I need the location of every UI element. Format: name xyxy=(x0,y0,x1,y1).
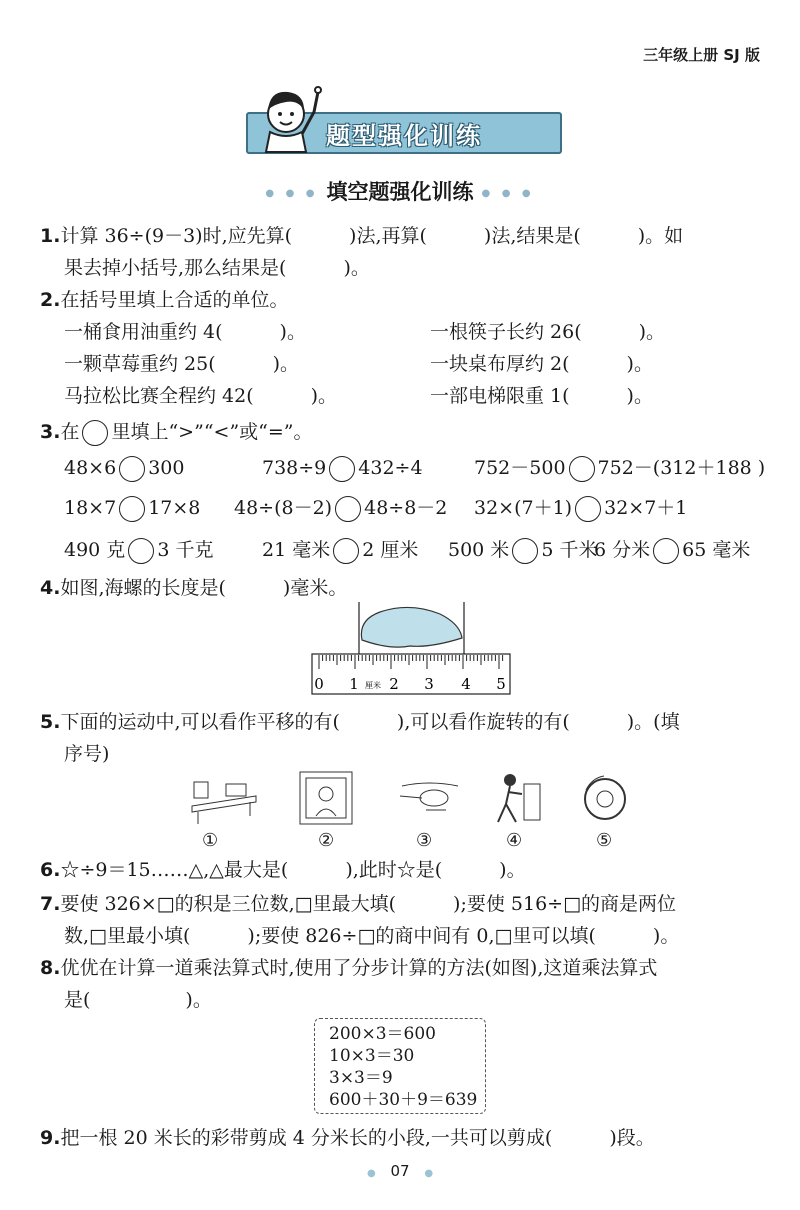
ruler-body xyxy=(312,654,510,694)
q3-row1-b: 738÷9 432÷4 xyxy=(262,454,423,482)
steering-wheel-icon xyxy=(578,772,632,826)
conch-shell-icon xyxy=(361,607,462,647)
q2-item-d: 一块桌布厚约 2( )。 xyxy=(430,353,653,375)
dot-decoration: ● xyxy=(366,1168,376,1179)
q3-title: 3.在 里填上“>”“<”或“=”。 xyxy=(40,418,313,446)
q3-row2-c: 32×(7＋1) 32×7＋1 xyxy=(474,494,687,522)
tick-label: 0 xyxy=(314,675,324,693)
q9-text: 9.把一根 20 米长的彩带剪成 4 分米长的小段,一共可以剪成( )段。 xyxy=(40,1127,655,1149)
section-subtitle xyxy=(0,176,800,206)
q3-row3-d: 6 分米 65 毫米 xyxy=(594,536,750,564)
ruler-figure xyxy=(310,600,514,696)
compare-circle xyxy=(82,420,108,446)
q3-row2-b: 48÷(8－2) 48÷8－2 xyxy=(234,494,447,522)
compare-circle[interactable] xyxy=(119,456,145,482)
helicopter-icon xyxy=(396,778,462,818)
conveyor-belt-icon xyxy=(186,770,262,826)
compare-circle[interactable] xyxy=(329,456,355,482)
q4-text: 4.如图,海螺的长度是( )毫米。 xyxy=(40,577,348,599)
page-number: ● 07 ● xyxy=(366,1162,434,1180)
option-label: ④ xyxy=(506,830,523,851)
q2-item-e: 马拉松比赛全程约 42( )。 xyxy=(64,385,338,407)
tick-label: 1 xyxy=(349,675,359,693)
door-push-icon xyxy=(488,770,546,828)
tick-label: 4 xyxy=(461,675,471,693)
q8-line1: 8.优优在计算一道乘法算式时,使用了分步计算的方法(如图),这道乘法算式 xyxy=(40,957,658,979)
compare-circle[interactable] xyxy=(569,456,595,482)
q3-row1-c: 752－500 752－(312＋188 ) xyxy=(474,454,765,482)
q6-text: 6.☆÷9＝15……△,△最大是( ),此时☆是( )。 xyxy=(40,859,526,881)
q5-line2: 序号) xyxy=(64,743,110,765)
boy-mascot-icon xyxy=(258,82,330,162)
q2-title: 2.在括号里填上合适的单位。 xyxy=(40,289,289,311)
calc-step: 10×3＝30 xyxy=(329,1046,415,1066)
subtitle-text: 填空题强化训练 xyxy=(326,180,474,204)
tick-label: 5 xyxy=(496,675,506,693)
banner-title: 题型强化训练 xyxy=(326,121,482,150)
compare-circle[interactable] xyxy=(512,538,538,564)
window-girl-icon xyxy=(296,768,356,828)
calc-step: 3×3＝9 xyxy=(329,1068,393,1088)
option-label: ① xyxy=(202,830,219,851)
option-label: ② xyxy=(318,830,335,851)
compare-circle[interactable] xyxy=(119,496,145,522)
q2-item-f: 一部电梯限重 1( )。 xyxy=(430,385,653,407)
calc-box xyxy=(314,1018,486,1114)
q1-line1: 1.计算 36÷(9－3)时,应先算( )法,再算( )法,结果是( )。如 xyxy=(40,225,684,247)
compare-circle[interactable] xyxy=(333,538,359,564)
q1-line2: 果去掉小括号,那么结果是( )。 xyxy=(64,257,370,279)
compare-circle[interactable] xyxy=(335,496,361,522)
compare-circle[interactable] xyxy=(575,496,601,522)
compare-circle[interactable] xyxy=(653,538,679,564)
q7-line1: 7.要使 326×□的积是三位数,□里最大填( );要使 516÷□的商是两位 xyxy=(40,893,677,915)
q2-item-a: 一桶食用油重约 4( )。 xyxy=(64,321,306,343)
q8-line2: 是( )。 xyxy=(64,989,212,1011)
q2-item-c: 一颗草莓重约 25( )。 xyxy=(64,353,300,375)
dots-decoration: ● ● ● xyxy=(481,187,535,199)
q3-row3-c: 500 米 5 千米 xyxy=(448,536,597,564)
q5-line1: 5.下面的运动中,可以看作平移的有( ),可以看作旋转的有( )。(填 xyxy=(40,711,680,733)
q3-row1-a: 48×6 300 xyxy=(64,454,184,482)
q7-line2: 数,□里最小填( );要使 826÷□的商中间有 0,□里可以填( )。 xyxy=(64,925,680,947)
ruler-unit: 厘米 xyxy=(365,681,381,690)
q2-item-b: 一根筷子长约 26( )。 xyxy=(430,321,666,343)
tick-label: 2 xyxy=(389,675,399,693)
calc-step: 200×3＝600 xyxy=(329,1024,436,1044)
option-label: ③ xyxy=(416,830,433,851)
q3-row2-a: 18×7 17×8 xyxy=(64,494,200,522)
q3-row3-a: 490 克 3 千克 xyxy=(64,536,213,564)
option-label: ⑤ xyxy=(596,830,613,851)
dots-decoration: ● ● ● xyxy=(265,187,319,199)
calc-step: 600＋30＋9＝639 xyxy=(329,1090,478,1110)
dot-decoration: ● xyxy=(424,1168,434,1179)
q3-row3-b: 21 毫米 2 厘米 xyxy=(262,536,418,564)
grade-label: 三年级上册 SJ 版 xyxy=(643,46,760,64)
compare-circle[interactable] xyxy=(128,538,154,564)
tick-label: 3 xyxy=(424,675,434,693)
